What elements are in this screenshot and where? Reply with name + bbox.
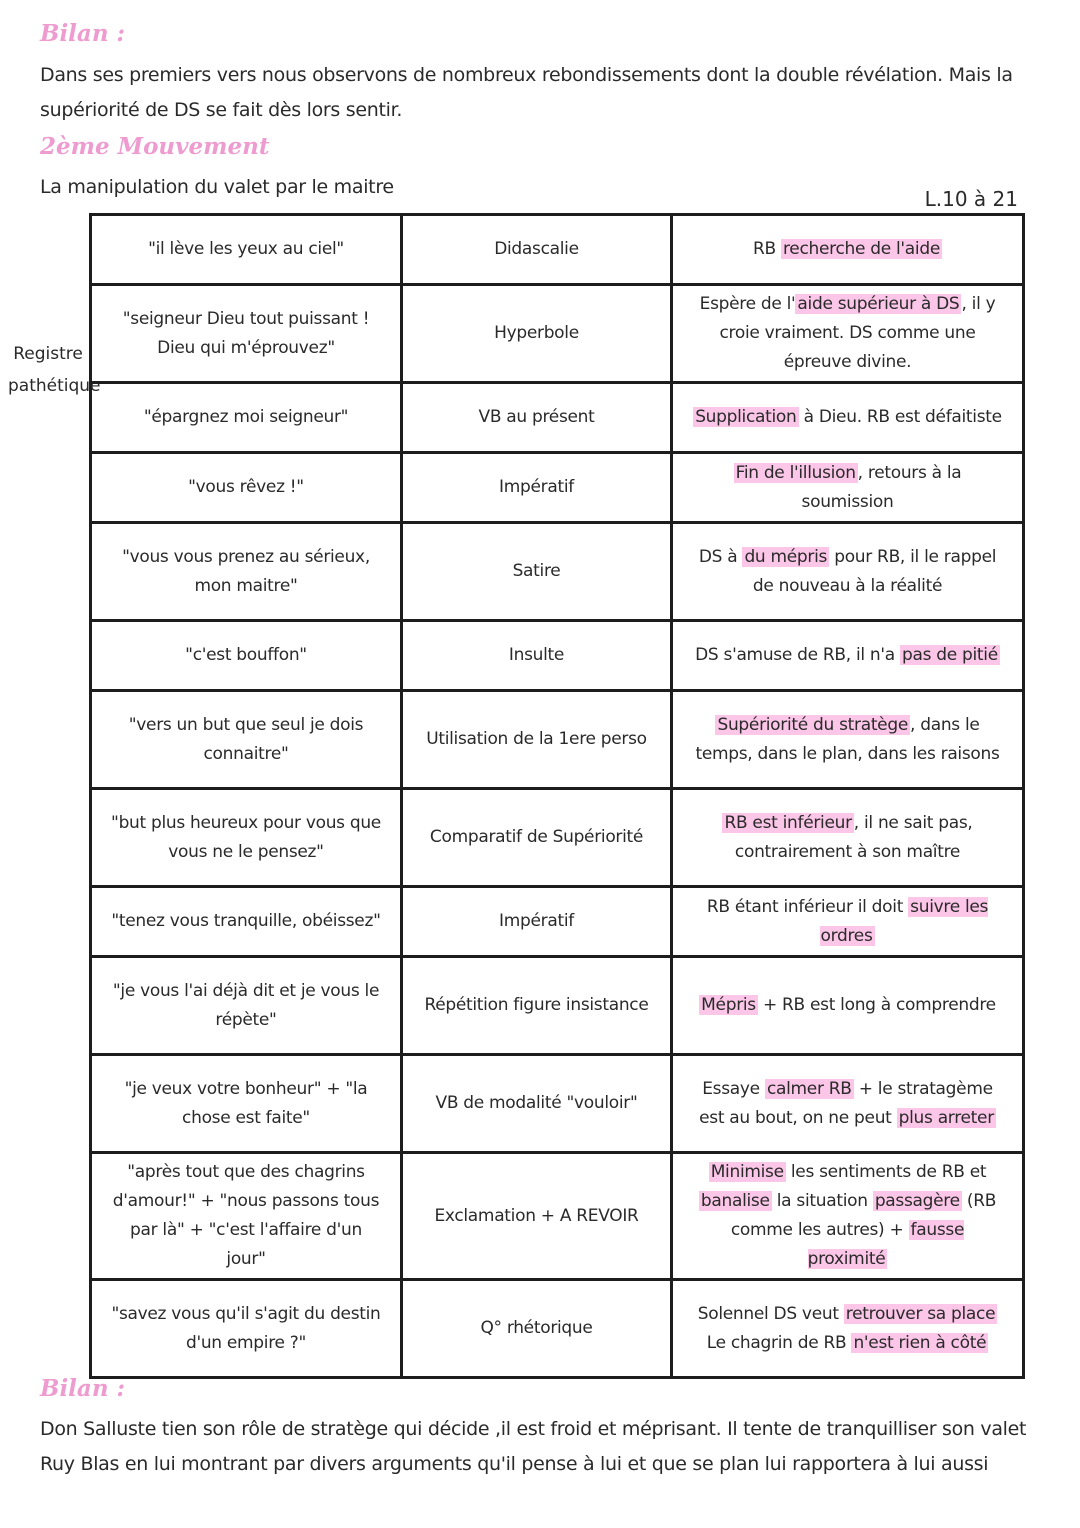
table-row xyxy=(91,691,1024,789)
analysis-cell xyxy=(672,691,1024,789)
highlighted-text: plus arreter xyxy=(898,1107,994,1128)
highlighted-text: pas de pitié xyxy=(901,645,998,665)
analysis-text: Solennel DS veut xyxy=(697,1303,844,1324)
highlighted-text: Supplication xyxy=(695,407,797,427)
analysis-cell xyxy=(672,1280,1024,1378)
highlighted-text: RB est inférieur xyxy=(724,812,852,833)
bilan-title-1: Bilan : xyxy=(40,20,126,47)
table-row xyxy=(91,957,1024,1055)
analysis-text: (RB comme les autres) + xyxy=(730,1191,997,1240)
quote-cell: "vers un but que seul je dois connaitre" xyxy=(91,691,402,789)
mouvement-subtitle: La manipulation du valet par le maitre xyxy=(40,176,394,198)
table-row xyxy=(91,453,1024,523)
table-row xyxy=(91,1153,1024,1280)
bilan-text-2: Don Salluste tien son rôle de stratège qui décide ,il est froid et méprisant. Il tente de tranquilliser son valet Ruy Blas en lui montrant par divers arguments qu'il pense à lui et que se plan lui rapportera à lui aussi xyxy=(40,1418,1027,1475)
analysis-cell xyxy=(672,1153,1024,1280)
quote-cell: "tenez vous tranquille, obéissez" xyxy=(91,887,402,957)
highlighted-text: recherche de l'aide xyxy=(782,239,940,259)
highlighted-text: n'est rien à côté xyxy=(853,1332,987,1353)
analysis-text: DS s'amuse de RB, il n'a xyxy=(695,645,900,665)
table-row xyxy=(91,789,1024,887)
table-row xyxy=(91,285,1024,383)
highlighted-text: Fin de l'illusion xyxy=(735,462,856,483)
analysis-text: , retours à la soumission xyxy=(801,462,962,512)
analysis-cell xyxy=(672,383,1024,453)
analysis-text: + le stratagème est au bout, on ne peut xyxy=(699,1078,993,1128)
analysis-text: la situation xyxy=(771,1191,873,1211)
analysis-text: RB étant inférieur il doit xyxy=(706,896,909,917)
quote-cell: "vous rêvez !" xyxy=(91,453,402,523)
lines-reference: L.10 à 21 xyxy=(924,187,1018,211)
highlighted-text: Minimise xyxy=(710,1162,784,1182)
quote-cell: "je veux votre bonheur" + "la chose est faite" xyxy=(91,1055,402,1153)
analysis-cell xyxy=(672,215,1024,285)
figure-cell: Hyperbole xyxy=(402,285,672,383)
quote-cell: "seigneur Dieu tout puissant ! Dieu qui m'éprouvez" xyxy=(91,285,402,383)
analysis-cell xyxy=(672,887,1024,957)
table-row xyxy=(91,215,1024,285)
highlighted-text: fausse proximité xyxy=(807,1220,965,1269)
highlighted-text: passagère xyxy=(874,1191,960,1211)
highlighted-text: retrouver sa place xyxy=(845,1303,996,1324)
quote-cell: "c'est bouffon" xyxy=(91,621,402,691)
table-row xyxy=(91,1280,1024,1378)
table-row xyxy=(91,383,1024,453)
figure-cell: Impératif xyxy=(402,887,672,957)
analysis-text: RB xyxy=(753,239,781,259)
figure-cell: Impératif xyxy=(402,453,672,523)
bilan-title-2: Bilan : xyxy=(40,1375,126,1402)
quote-cell: "savez vous qu'il s'agit du destin d'un empire ?" xyxy=(91,1280,402,1378)
analysis-cell xyxy=(672,957,1024,1055)
figure-cell: VB de modalité "vouloir" xyxy=(402,1055,672,1153)
analysis-text: , dans le temps, dans le plan, dans les raisons xyxy=(695,714,1000,764)
analysis-text: Le chagrin de RB xyxy=(706,1332,852,1353)
table-row xyxy=(91,1055,1024,1153)
figure-cell: Utilisation de la 1ere perso xyxy=(402,691,672,789)
bilan-text-1: Dans ses premiers vers nous observons de nombreux rebondissements dont la double révélation. Mais la supériorité de DS se fait dès lors sentir. xyxy=(40,64,1013,121)
analysis-cell xyxy=(672,621,1024,691)
analysis-text: + RB est long à comprendre xyxy=(757,995,996,1015)
analysis-table xyxy=(89,213,1025,1379)
analysis-cell xyxy=(672,453,1024,523)
analysis-text: , il y croie vraiment. DS comme une épreuve divine. xyxy=(719,294,996,372)
quote-cell: "but plus heureux pour vous que vous ne le pensez" xyxy=(91,789,402,887)
quote-cell: "vous vous prenez au sérieux, mon maitre" xyxy=(91,523,402,621)
quote-cell: "après tout que des chagrins d'amour!" + "nous passons tous par là" + "c'est l'affaire d'un jour" xyxy=(91,1153,402,1280)
analysis-cell xyxy=(672,1055,1024,1153)
highlighted-text: du mépris xyxy=(744,546,828,567)
figure-cell: VB au présent xyxy=(402,383,672,453)
table-row xyxy=(91,621,1024,691)
quote-cell: "il lève les yeux au ciel" xyxy=(91,215,402,285)
figure-cell: Insulte xyxy=(402,621,672,691)
analysis-text: , il ne sait pas, contrairement à son maître xyxy=(734,812,973,862)
figure-cell: Exclamation + A REVOIR xyxy=(402,1153,672,1280)
figure-cell: Didascalie xyxy=(402,215,672,285)
highlighted-text: aide supérieur à DS xyxy=(797,294,960,314)
figure-cell: Satire xyxy=(402,523,672,621)
highlighted-text: Supériorité du stratège xyxy=(717,714,908,735)
table-row xyxy=(91,887,1024,957)
analysis-cell xyxy=(672,523,1024,621)
highlighted-text: banalise xyxy=(700,1191,770,1211)
analysis-text: pour RB, il le rappel de nouveau à la réalité xyxy=(752,546,997,596)
mouvement-title: 2ème Mouvement xyxy=(40,133,270,160)
figure-cell: Comparatif de Supériorité xyxy=(402,789,672,887)
highlighted-text: Mépris xyxy=(701,995,756,1015)
quote-cell: "je vous l'ai déjà dit et je vous le répète" xyxy=(91,957,402,1055)
figure-cell: Q° rhétorique xyxy=(402,1280,672,1378)
figure-cell: Répétition figure insistance xyxy=(402,957,672,1055)
quote-cell: "épargnez moi seigneur" xyxy=(91,383,402,453)
analysis-cell xyxy=(672,789,1024,887)
analysis-text: Espère de l' xyxy=(699,294,796,314)
analysis-text: les sentiments de RB et xyxy=(785,1162,987,1182)
analysis-text: Essaye xyxy=(702,1078,765,1099)
analysis-text: à Dieu. RB est défaitiste xyxy=(798,407,1002,427)
highlighted-text: suivre les ordres xyxy=(820,896,989,946)
table-row xyxy=(91,523,1024,621)
analysis-text: DS à xyxy=(698,546,743,567)
highlighted-text: calmer RB xyxy=(766,1078,852,1099)
side-label-register: Registre pathétique xyxy=(8,344,101,396)
analysis-cell xyxy=(672,285,1024,383)
